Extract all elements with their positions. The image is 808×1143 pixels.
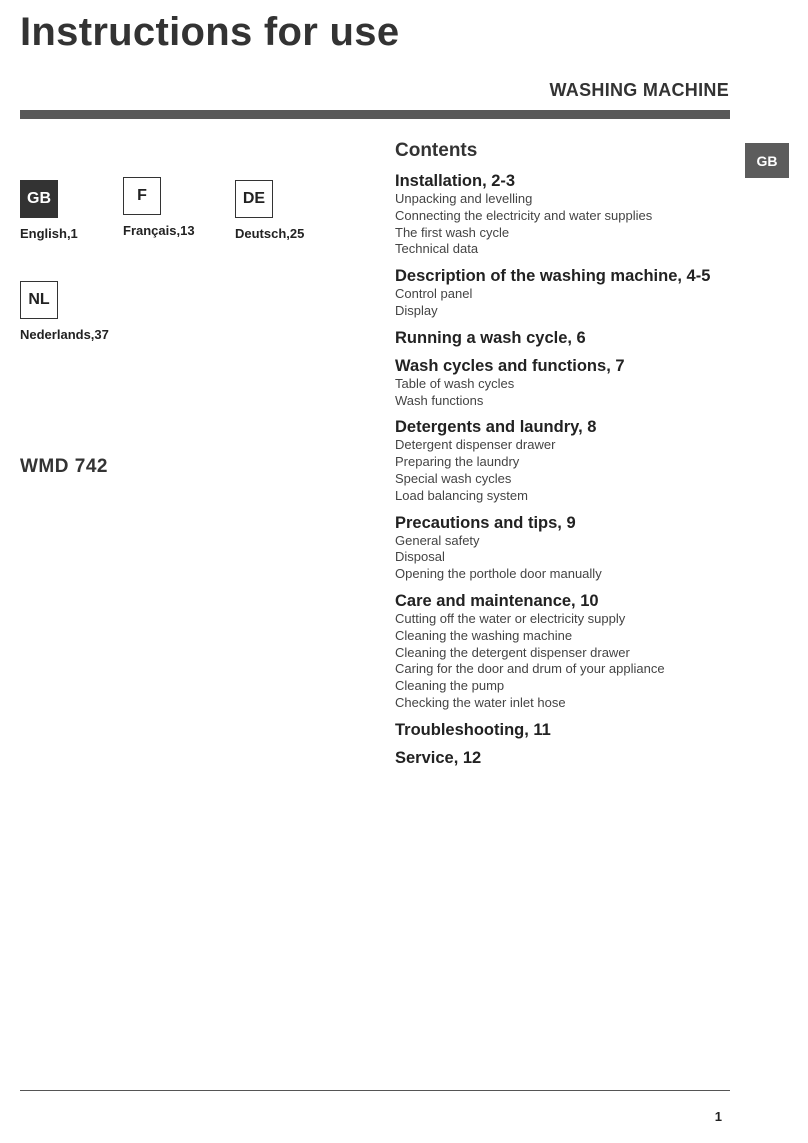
page-number: 1 <box>714 1109 722 1124</box>
language-item-f[interactable] <box>123 177 223 238</box>
model-number: WMD 742 <box>20 456 108 477</box>
contents-section <box>395 329 735 348</box>
section-item: Cleaning the detergent dispenser drawer <box>395 644 630 660</box>
table-of-contents <box>395 140 735 777</box>
contents-section <box>395 418 735 504</box>
language-code-badge[interactable]: DE <box>235 180 273 218</box>
contents-heading: Contents <box>395 140 478 161</box>
section-title[interactable]: Detergents and laundry, 8 <box>395 418 597 437</box>
section-item: Unpacking and levelling <box>395 191 533 206</box>
section-item: Connecting the electricity and water supplies <box>395 207 653 223</box>
section-title[interactable]: Service, 12 <box>395 748 482 767</box>
section-item: Technical data <box>395 241 479 257</box>
contents-section <box>395 267 735 320</box>
section-item: Cleaning the pump <box>395 678 505 694</box>
language-item-nl[interactable] <box>20 281 120 342</box>
contents-section <box>395 514 735 583</box>
section-title[interactable]: Installation, 2-3 <box>395 172 516 190</box>
section-item: Disposal <box>395 549 445 565</box>
language-label: Nederlands,37 <box>20 327 109 342</box>
section-item: Table of wash cycles <box>395 375 515 391</box>
section-item: Cutting off the water or electricity supply <box>395 610 626 626</box>
section-title[interactable]: Running a wash cycle, 6 <box>395 328 586 347</box>
contents-section <box>395 749 735 768</box>
contents-section <box>395 357 735 410</box>
section-item: Display <box>395 302 438 318</box>
section-title[interactable]: Troubleshooting, 11 <box>395 720 551 739</box>
language-item-gb[interactable] <box>20 180 120 241</box>
header-divider <box>20 110 730 119</box>
section-item: Caring for the door and drum of your appliance <box>395 661 665 677</box>
section-item: Detergent dispenser drawer <box>395 437 556 453</box>
section-item: Special wash cycles <box>395 470 512 486</box>
language-item-de[interactable] <box>235 180 335 241</box>
section-item: Control panel <box>395 286 473 302</box>
language-code-badge[interactable]: NL <box>20 281 58 319</box>
section-item: General safety <box>395 532 480 548</box>
section-item: Wash functions <box>395 392 484 408</box>
section-item: Opening the porthole door manually <box>395 566 602 582</box>
contents-sections <box>395 172 735 768</box>
section-item: The first wash cycle <box>395 224 510 240</box>
language-label: English,1 <box>20 226 78 241</box>
language-label: Deutsch,25 <box>235 226 305 241</box>
language-side-tab: GB <box>745 143 789 178</box>
document-title: Instructions for use <box>20 10 400 54</box>
footer-divider <box>20 1090 730 1091</box>
contents-section <box>395 592 735 712</box>
section-title[interactable]: Precautions and tips, 9 <box>395 513 576 532</box>
language-code-badge[interactable]: F <box>123 177 161 215</box>
language-code-badge[interactable]: GB <box>20 180 58 218</box>
section-item: Preparing the laundry <box>395 454 520 470</box>
section-title[interactable]: Description of the washing machine, 4-5 <box>395 267 711 286</box>
section-item: Load balancing system <box>395 487 528 503</box>
section-title[interactable]: Care and maintenance, 10 <box>395 591 599 610</box>
contents-section <box>395 172 735 258</box>
section-title[interactable]: Wash cycles and functions, 7 <box>395 356 625 375</box>
document-subtitle: WASHING MACHINE <box>549 80 729 100</box>
section-item: Cleaning the washing machine <box>395 627 573 643</box>
contents-section <box>395 721 735 740</box>
language-label: Français,13 <box>123 223 195 238</box>
section-item: Checking the water inlet hose <box>395 694 566 710</box>
